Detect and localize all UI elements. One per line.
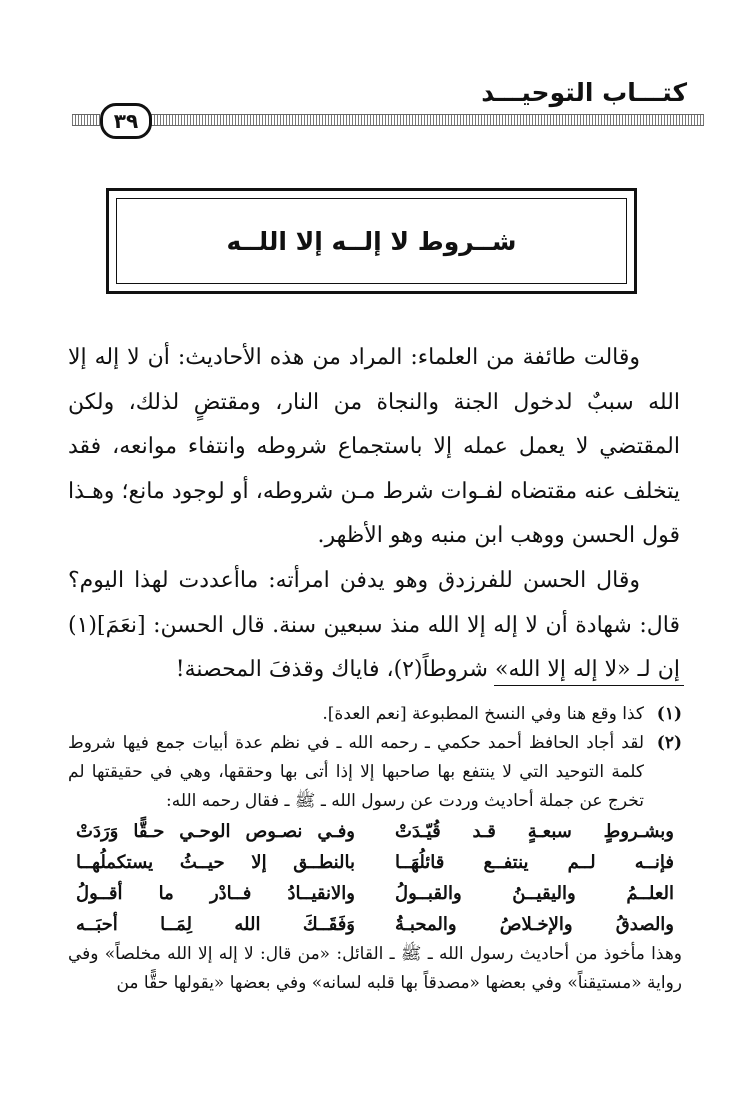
poem-verse-2-first: فإنــه لــم ينتفــع قائلُهَــا xyxy=(395,852,674,873)
footnote-1-marker: (١) xyxy=(656,704,682,724)
section-title: شــروط لا إلــه إلا اللــه xyxy=(226,226,517,256)
poem xyxy=(68,816,682,940)
poem-verse-3-first: العلــمُ واليقيــنُ والقبــولُ xyxy=(395,883,674,904)
footnote-2-continuation: وهذا مأخوذ من أحاديث رسول الله ـ ﷺ ـ القائل: «من قال: لا إله إلا الله مخلصاً» وفي رواية «مستيقناً» وفي بعضها «مصدقاً بها قلبه لسانه» وفي بعضها «يقولها حقًّا من xyxy=(68,944,682,993)
paragraph-2: وقال الحسن للفرزدق وهو يدفن امرأته: ماأعددت لهذا اليوم؟ قال: شهادة أن لا إله إلا الله منذ سبعين سنة. قال الحسن: [نعَمَ](١) إن لـ «لا إله إلا الله» شروطاً(٢)، فاياك وقذفَ المحصنة! xyxy=(68,567,680,683)
poem-verse-4-first: والصدقُ والإخـلاصُ والمحبـةُ xyxy=(395,914,674,935)
header-rule-right xyxy=(148,114,704,126)
poem-verse-3-second: والانقيــادُ فــادْر ما أقــولُ xyxy=(76,883,355,904)
footnote-2-marker: (٢) xyxy=(656,733,682,753)
footnotes xyxy=(68,700,682,998)
running-title: كتـــاب التوحيـــد xyxy=(481,78,687,107)
poem-verse-1-first: وبشـروطٍ سبعـةٍ قـد قُيّـدَتْ xyxy=(395,821,674,842)
footnote-2 xyxy=(68,729,682,816)
footnote-separator xyxy=(494,685,684,686)
poem-verse-1-second: وفـي نصـوص الوحـي حـقًّا وَرَدَتْ xyxy=(76,821,355,842)
paragraph-1: وقالت طائفة من العلماء: المراد من هذه الأحاديث: أن لا إله إلا الله سببٌ لدخول الجنة والنجاة من النار، ومقتضٍ لذلك، ولكن المقتضي لا يعمل عمله إلا باستجماع شروطه وانتفاء موانعه، فقد يتخلف عنه مقتضاه لفـوات شرط مـن شروطه، أو لوجود مانع؛ وهـذا قول الحسن ووهب ابن منبه وهو الأظهر. xyxy=(68,345,681,549)
poem-verse-4-second: وَفَقَــكَ الله لِمَــا أحبَــه xyxy=(76,914,355,935)
footnote-1-text: كذا وقع هنا وفي النسخ المطبوعة [نعم العدة]. xyxy=(322,704,644,724)
page-number: ٣٩ xyxy=(100,103,152,139)
page-header xyxy=(0,0,745,140)
header-rule-left xyxy=(72,114,100,126)
poem-verse-2-second: بالنطــق إلا حيــثُ يستكملُهــا xyxy=(76,852,355,873)
section-title-frame xyxy=(106,188,637,294)
footnote-2-intro: لقد أجاد الحافظ أحمد حكمي ـ رحمه الله ـ في نظم عدة أبيات جمع فيها شروط كلمة التوحيد التي لا ينتفع بها صاحبها إلا إذا أتى بها وحققها، وهي في حقيقتها لم تخرج عن جملة أحاديث وردت عن رسول الله ـ ﷺ ـ فقال رحمه الله: xyxy=(68,733,644,811)
footnote-1 xyxy=(68,700,682,729)
main-text xyxy=(68,336,680,693)
section-title-inner-frame xyxy=(116,198,627,284)
